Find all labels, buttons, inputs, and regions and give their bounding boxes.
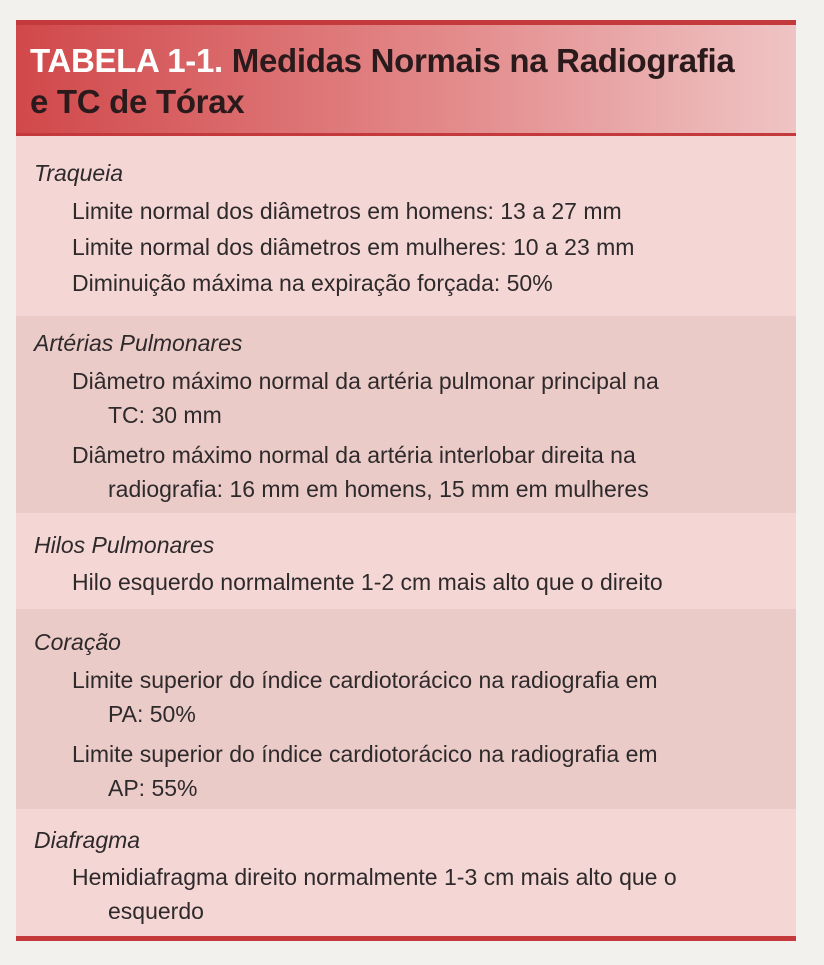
list-item — [72, 565, 772, 599]
list-item — [72, 860, 772, 928]
item-text: Diâmetro máximo normal da artéria pulmonar principal na — [72, 368, 659, 394]
table-title-line2: e TC de Tórax — [30, 83, 245, 120]
item-text-continued: PA: 50% — [108, 701, 196, 727]
section-title: Hilos Pulmonares — [34, 532, 215, 558]
section-arterias-pulmonares — [16, 316, 796, 513]
item-text-continued: radiografia: 16 mm em homens, 15 mm em mulheres — [108, 476, 649, 502]
section-title: Diafragma — [34, 827, 141, 853]
item-text-continued: TC: 30 mm — [108, 402, 222, 428]
section-title: Artérias Pulmonares — [34, 330, 243, 356]
table-label: TABELA 1-1. — [30, 42, 223, 79]
item-text: Limite superior do índice cardiotorácico na radiografia em — [72, 741, 658, 767]
item-text-continued: esquerdo — [108, 898, 204, 924]
section-traqueia — [16, 136, 796, 316]
section-title: Traqueia — [34, 160, 124, 186]
item-text: Limite normal dos diâmetros em homens: 13 a 27 mm — [72, 198, 622, 224]
table-title-line1: Medidas Normais na Radiografia — [231, 42, 735, 79]
section-diafragma — [16, 809, 796, 936]
section-coracao — [16, 609, 796, 809]
item-text: Hilo esquerdo normalmente 1-2 cm mais alto que o direito — [72, 569, 663, 595]
item-text: Hemidiafragma direito normalmente 1-3 cm mais alto que o — [72, 864, 677, 890]
item-text: Diminuição máxima na expiração forçada: 50% — [72, 270, 553, 296]
item-text: Limite normal dos diâmetros em mulheres: 10 a 23 mm — [72, 234, 635, 260]
item-text-continued: AP: 55% — [108, 775, 198, 801]
list-item — [72, 737, 772, 805]
section-hilos-pulmonares — [16, 513, 796, 609]
list-item — [72, 230, 772, 264]
section-title: Coração — [34, 629, 121, 655]
list-item — [72, 663, 772, 731]
table-header — [16, 25, 796, 136]
list-item — [72, 438, 772, 506]
list-item — [72, 266, 772, 300]
table-box — [16, 20, 796, 941]
list-item — [72, 364, 772, 432]
list-item — [72, 194, 772, 228]
item-text: Diâmetro máximo normal da artéria interlobar direita na — [72, 442, 636, 468]
item-text: Limite superior do índice cardiotorácico na radiografia em — [72, 667, 658, 693]
